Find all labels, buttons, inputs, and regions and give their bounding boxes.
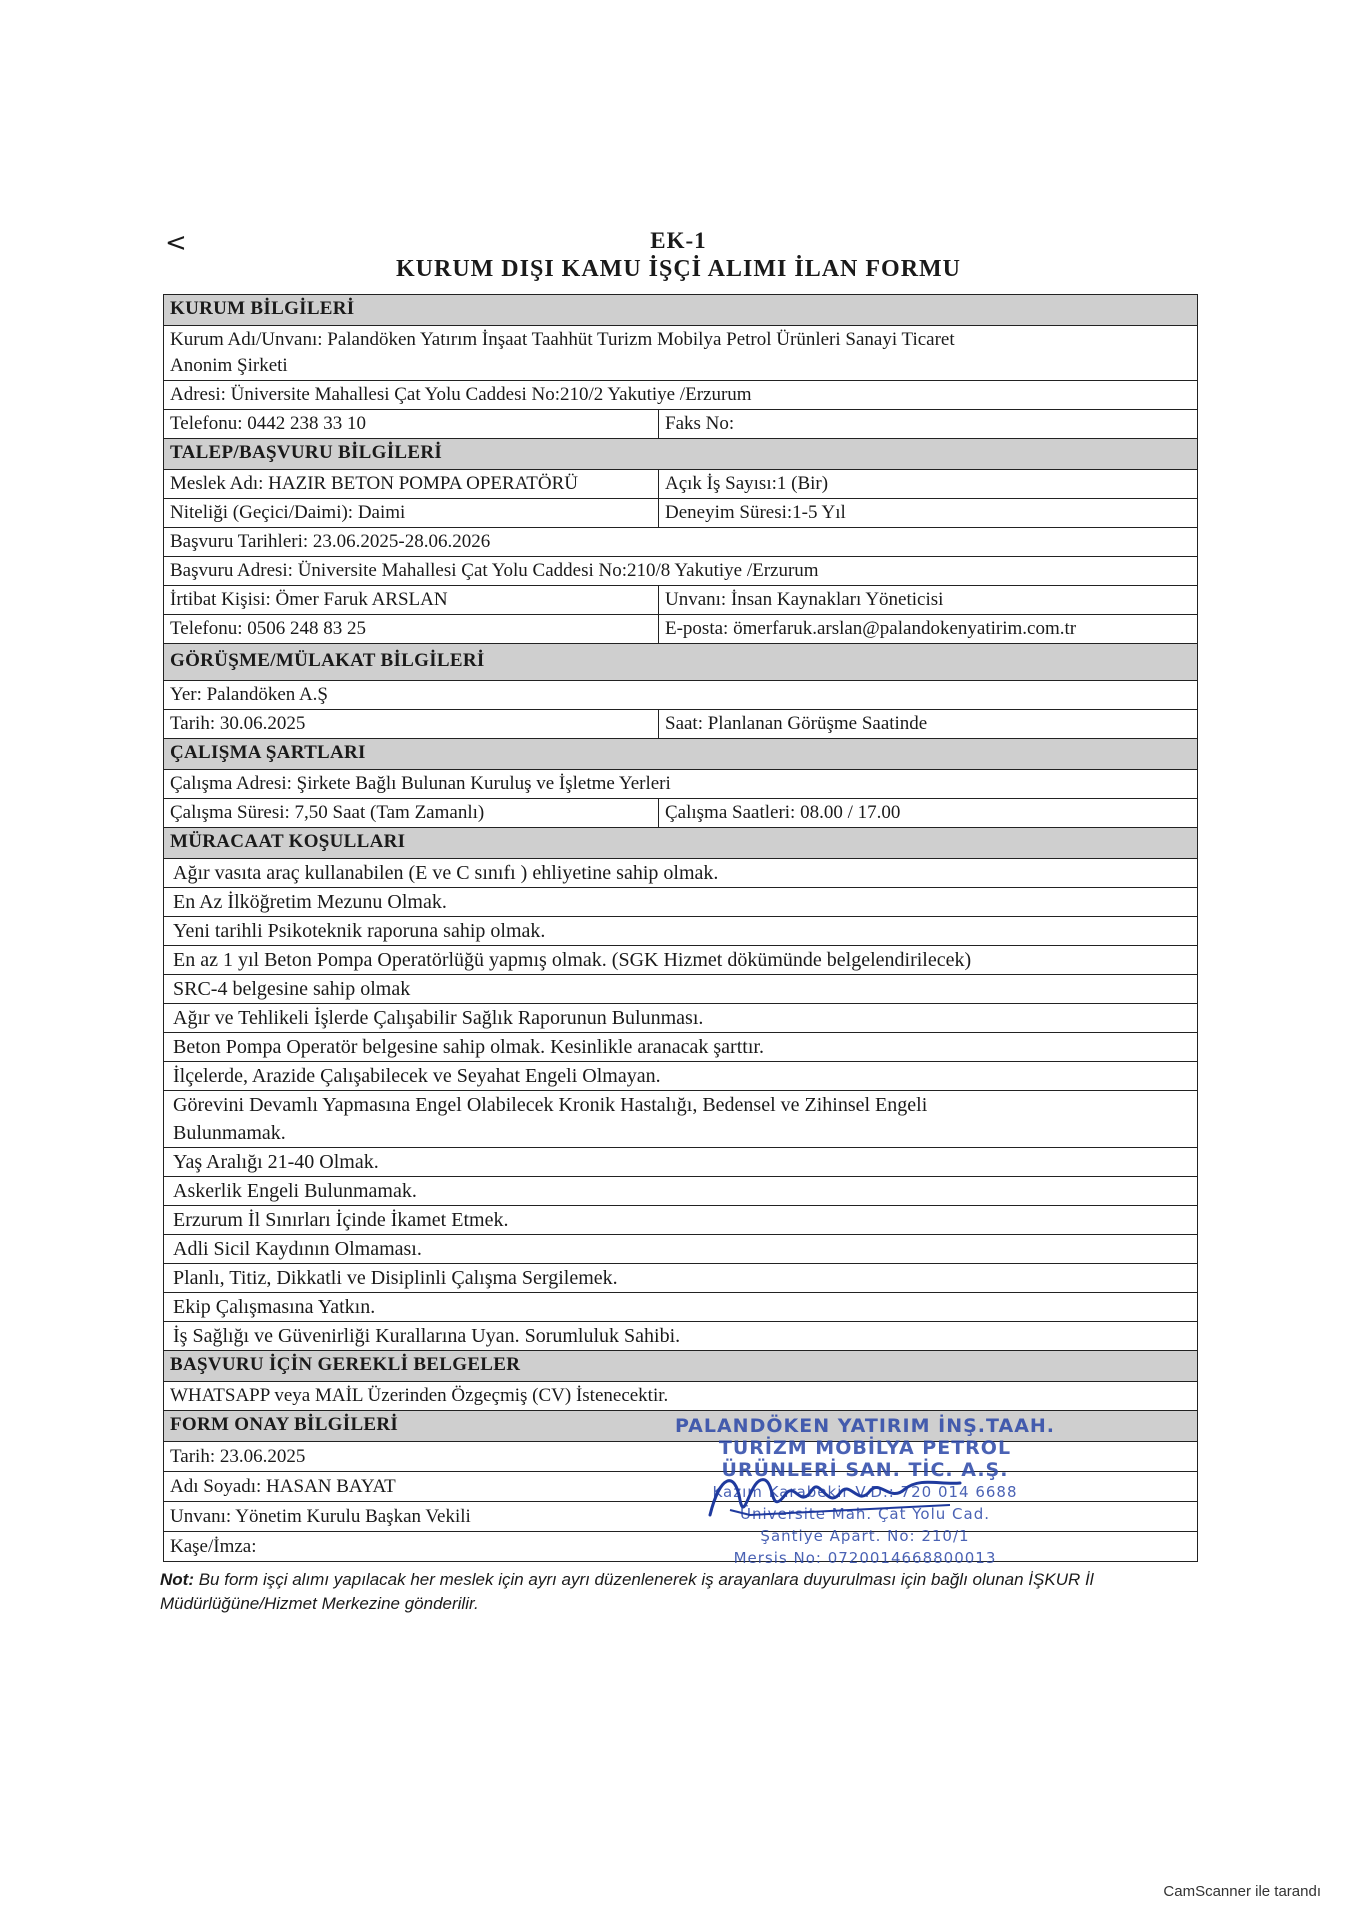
kurum-address-row [164,381,1197,410]
condition-item: Beton Pompa Operatör belgesine sahip olmak. Kesinlikle aranacak şarttır. [164,1033,1197,1062]
irtibat-eposta: E-posta: ömerfaruk.arslan@palandokenyatirim.com.tr [665,618,1077,639]
scanner-footer: CamScanner ile tarandı [1163,1883,1321,1900]
gorusme-saat: Saat: Planlanan Görüşme Saatinde [665,713,928,734]
application-form [163,294,1198,1562]
gorusme-tarih: Tarih: 30.06.2025 [164,710,659,738]
signature-icon [690,1455,990,1535]
scan-mark: < [165,228,187,258]
section-onay: FORM ONAY BİLGİLERİ [164,1411,1197,1442]
condition-item: Adli Sicil Kaydının Olmaması. [164,1235,1197,1264]
deneyim-suresi: Deneyim Süresi:1-5 Yıl [665,502,846,523]
condition-item: İş Sağlığı ve Güvenirliği Kurallarına Uyan. Sorumluluk Sahibi. [164,1322,1197,1351]
onay-tarih: Tarih: 23.06.2025 [170,1446,306,1467]
basvuru-tarihleri: Başvuru Tarihleri: 23.06.2025-28.06.2026 [170,531,491,552]
note-label: Not: [160,1570,194,1589]
gorusme-yer: Yer: Palandöken A.Ş [170,684,328,705]
onay-kase: Kaşe/İmza: [170,1536,257,1557]
kurum-phone-row [164,410,1197,439]
note-text: Bu form işçi alımı yapılacak her meslek için ayrı ayrı düzenlenerek iş arayanlara duyurulması için bağlı olunan İŞKUR İl Müdürlüğüne/Hizmet Merkezine gönderilir. [160,1570,1094,1613]
meslek-adi: Meslek Adı: HAZIR BETON POMPA OPERATÖRÜ [164,470,659,498]
condition-item: Erzurum İl Sınırları İçinde İkamet Etmek. [164,1206,1197,1235]
condition-item: Ekip Çalışmasına Yatkın. [164,1293,1197,1322]
kurum-name: Kurum Adı/Unvanı: Palandöken Yatırım İnşaat Taahhüt Turizm Mobilya Petrol Ürünleri Sanayi Ticaret [170,329,955,350]
section-talep: TALEP/BAŞVURU BİLGİLERİ [164,439,1197,470]
form-note [160,1568,1195,1616]
condition-item: Görevini Devamlı Yapmasına Engel Olabilecek Kronik Hastalığı, Bedensel ve Zihinsel Engeli Bulunmamak. [164,1091,1197,1148]
condition-item: Yeni tarihli Psikoteknik raporuna sahip olmak. [164,917,1197,946]
kurum-name-cont: Anonim Şirketi [170,355,288,376]
condition-item: Askerlik Engeli Bulunmamak. [164,1177,1197,1206]
condition-item: Planlı, Titiz, Dikkatli ve Disiplinli Çalışma Sergilemek. [164,1264,1197,1293]
calisma-saatleri: Çalışma Saatleri: 08.00 / 17.00 [665,802,901,823]
condition-item: Ağır vasıta araç kullanabilen (E ve C sınıfı ) ehliyetine sahip olmak. [164,859,1197,888]
condition-item: En az 1 yıl Beton Pompa Operatörlüğü yapmış olmak. (SGK Hizmet dökümünde belgelendirilecek) [164,946,1197,975]
section-kurum: KURUM BİLGİLERİ [164,295,1197,326]
acik-is-sayisi: Açık İş Sayısı:1 (Bir) [665,473,829,494]
condition-item: En Az İlköğretim Mezunu Olmak. [164,888,1197,917]
section-belgeler: BAŞVURU İÇİN GEREKLİ BELGELER [164,1351,1197,1382]
kurum-address: Adresi: Üniversite Mahallesi Çat Yolu Caddesi No:210/2 Yakutiye /Erzurum [170,384,752,405]
kurum-fax: Faks No: [665,413,735,434]
condition-item: İlçelerde, Arazide Çalışabilecek ve Seyahat Engeli Olmayan. [164,1062,1197,1091]
calisma-adresi: Çalışma Adresi: Şirkete Bağlı Bulunan Kuruluş ve İşletme Yerleri [170,773,671,794]
calisma-suresi: Çalışma Süresi: 7,50 Saat (Tam Zamanlı) [164,799,659,827]
form-title: KURUM DIŞI KAMU İŞÇİ ALIMI İLAN FORMU [395,256,962,282]
kurum-name-row [164,326,1197,381]
onay-unvan: Unvanı: Yönetim Kurulu Başkan Vekili [170,1506,471,1527]
irtibat-telefon: Telefonu: 0506 248 83 25 [164,615,659,643]
kurum-phone: Telefonu: 0442 238 33 10 [164,410,659,438]
basvuru-adresi: Başvuru Adresi: Üniversite Mahallesi Çat Yolu Caddesi No:210/8 Yakutiye /Erzurum [170,560,819,581]
company-stamp: PALANDÖKEN YATIRIM İNŞ.TAAH. TURİZM MOBİLYA PETROL ÜRÜNLERİ SAN. TİC. A.Ş. Kazım Karabekir V.D.: 720 014 6688 Üniversite Mah. Çat Yolu Cad. Şantiye Apart. No: 210/1 Mersis No: 0720014668800013 [674,1415,1056,1567]
condition-item: SRC-4 belgesine sahip olmak [164,975,1197,1004]
onay-adsoyad: Adı Soyadı: HASAN BAYAT [170,1476,396,1497]
irtibat-unvani: Unvanı: İnsan Kaynakları Yöneticisi [665,589,944,610]
condition-item: Ağır ve Tehlikeli İşlerde Çalışabilir Sağlık Raporunun Bulunması. [164,1004,1197,1033]
niteligi: Niteliği (Geçici/Daimi): Daimi [164,499,659,527]
irtibat-kisisi: İrtibat Kişisi: Ömer Faruk ARSLAN [164,586,659,614]
condition-item: Yaş Aralığı 21-40 Olmak. [164,1148,1197,1177]
section-gorusme: GÖRÜŞME/MÜLAKAT BİLGİLERİ [164,644,1197,681]
form-code: EK-1 [650,228,707,253]
section-calisma: ÇALIŞMA ŞARTLARI [164,739,1197,770]
section-muracaat: MÜRACAAT KOŞULLARI [164,828,1197,859]
gerekli-belgeler: WHATSAPP veya MAİL Üzerinden Özgeçmiş (CV) İstenecektir. [170,1385,669,1406]
